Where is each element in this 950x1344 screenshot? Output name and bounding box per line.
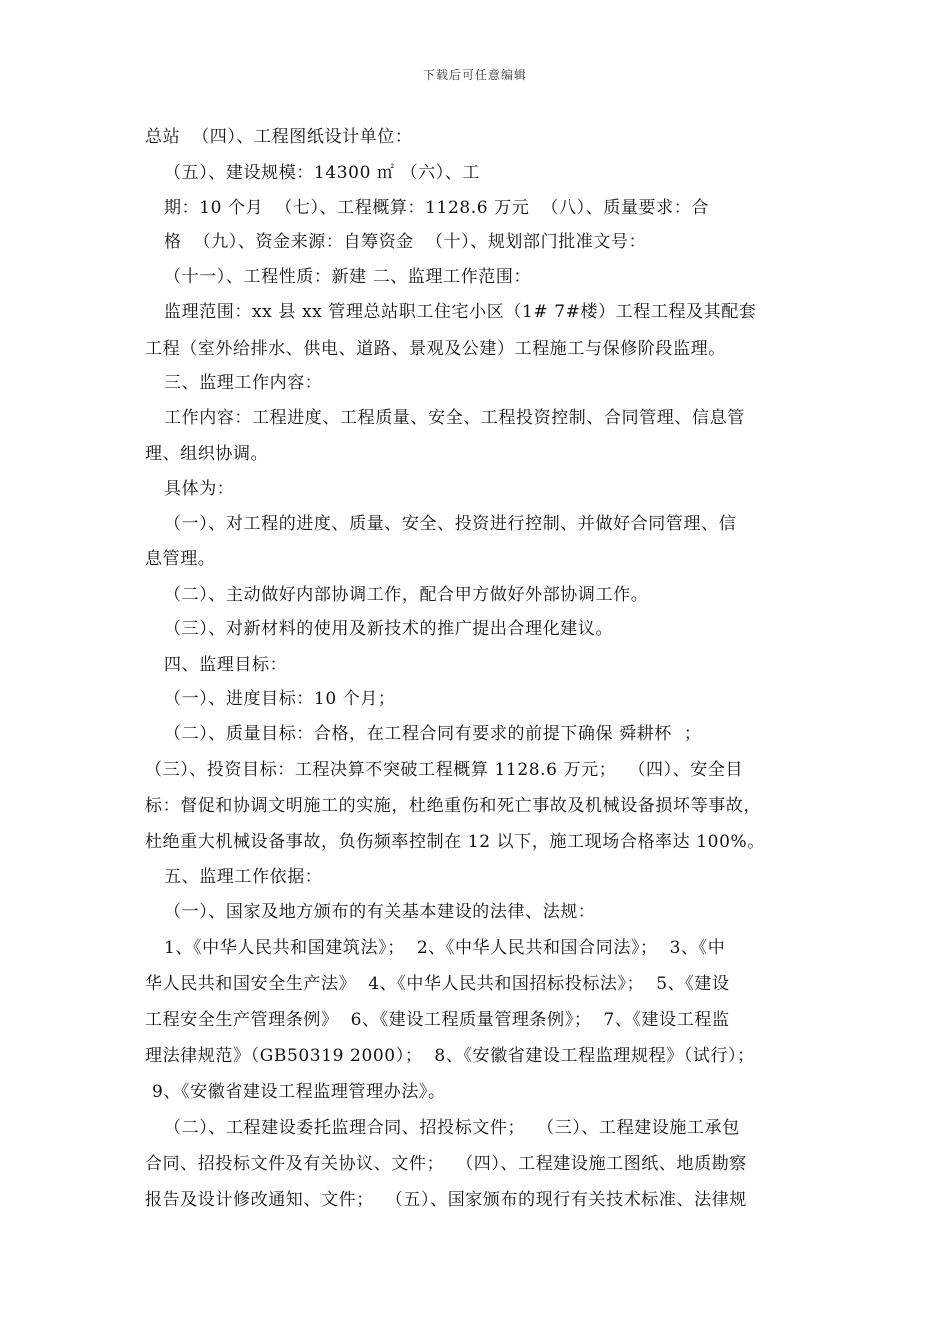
text-line: 具体为：: [164, 479, 235, 499]
text-line: 总站 （四）、工程图纸设计单位：: [145, 127, 413, 147]
text-line: （五）、建设规模：14300 ㎡ （六）、工: [164, 163, 481, 183]
text-line: 9、《安徽省建设工程监理管理办法》。: [152, 1082, 446, 1102]
text-line: （一）、对工程的进度、质量、安全、投资进行控制、并做好合同管理、信: [164, 514, 737, 534]
text-line: 工程安全生产管理条例》 6、《建设工程质量管理条例》； 7、《建设工程监: [145, 1010, 730, 1030]
text-line: 理、组织协调。: [145, 444, 269, 464]
text-line: 1、《中华人民共和国建筑法》； 2、《中华人民共和国合同法》； 3、《中: [164, 938, 726, 958]
text-line: 杜绝重大机械设备事故，负伤频率控制在 12 以下，施工现场合格率达 100%。: [145, 832, 765, 852]
text-line: （十一）、工程性质：新建 二、监理工作范围：: [164, 267, 532, 287]
text-line: （三）、对新材料的使用及新技术的推广提出合理化建议。: [164, 619, 614, 639]
section-heading: 三、监理工作内容：: [164, 373, 323, 393]
text-line: 息管理。: [145, 549, 216, 569]
text-line: （一）、进度目标：10 个月；: [164, 689, 396, 709]
text-line: 理法律规范》（GB50319 2000）； 8、《安徽省建设工程监理规程》（试行）；: [145, 1046, 755, 1066]
text-line: （二）、质量目标：合格，在工程合同有要求的前提下确保 舜耕杯 ；: [164, 724, 702, 744]
text-line: 工程（室外给排水、供电、道路、景观及公建）工程施工与保修阶段监理。: [145, 339, 726, 359]
text-line: （三）、投资目标：工程决算不突破工程概算 1128.6 万元； （四）、安全目: [145, 760, 744, 780]
page-header: 下载后可任意编辑: [422, 68, 527, 82]
text-line: 合同、招投标文件及有关协议、文件； （四）、工程建设施工图纸、地质勘察: [145, 1154, 747, 1174]
text-line: 报告及设计修改通知、文件； （五）、国家颁布的现行有关技术标准、法律规: [145, 1190, 747, 1210]
text-line: （一）、国家及地方颁布的有关基本建设的法律、法规：: [164, 902, 596, 922]
section-heading: 四、监理目标：: [164, 655, 288, 675]
text-line: 标：督促和协调文明施工的实施，杜绝重伤和死亡事故及机械设备损坏等事故，: [145, 796, 761, 816]
section-heading: 五、监理工作依据：: [164, 867, 323, 887]
text-line: （二）、主动做好内部协调工作，配合甲方做好外部协调工作。: [164, 585, 649, 605]
text-line: 监理范围：xx 县 xx 管理总站职工住宅小区（1# 7#楼）工程工程及其配套: [164, 302, 757, 322]
text-line: 格 （九）、资金来源：自筹资金 （十）、规划部门批准文号：: [164, 232, 647, 252]
text-line: 华人民共和国安全生产法》 4、《中华人民共和国招标投标法》； 5、《建设: [145, 974, 730, 994]
text-line: （二）、工程建设委托监理合同、招投标文件； （三）、工程建设施工承包: [164, 1118, 740, 1138]
text-line: 期：10 个月 （七）、工程概算：1128.6 万元 （八）、质量要求：合: [164, 198, 709, 218]
text-line: 工作内容：工程进度、工程质量、安全、工程投资控制、合同管理、信息管: [164, 408, 745, 428]
